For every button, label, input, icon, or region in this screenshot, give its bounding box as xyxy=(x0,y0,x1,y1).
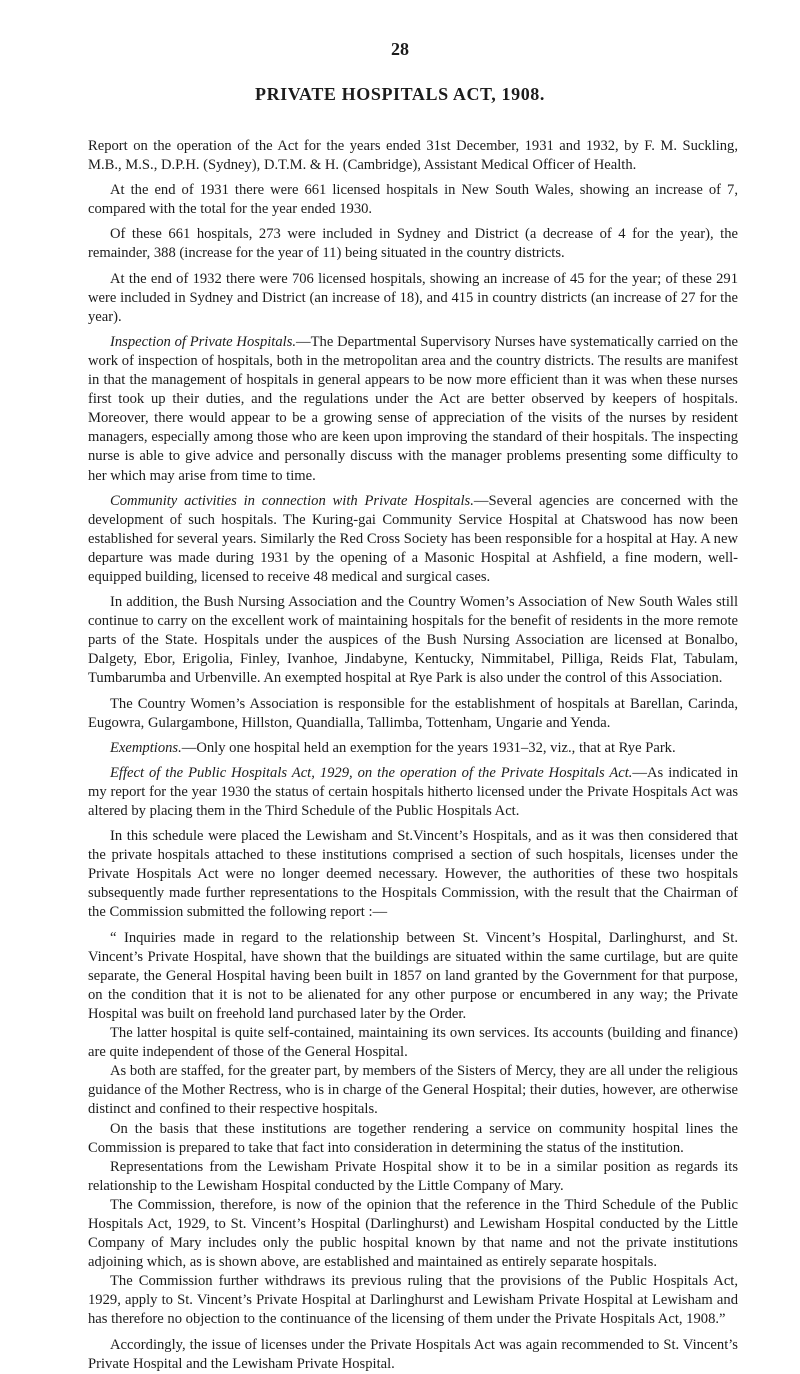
paragraph-p2 xyxy=(88,181,738,219)
paragraph-text: Of these 661 hospitals, 273 were included in Sydney and District (a decrease of 4 for the year), the remainder, 388 (increase for the year of 11) being situated in the country districts. xyxy=(88,226,738,262)
paragraph-p6 xyxy=(88,492,738,587)
paragraph-text: At the end of 1931 there were 661 licensed hospitals in New South Wales, showing an increase of 7, compared with the total for the year ended 1930. xyxy=(88,182,738,218)
paragraph-text: The Country Women’s Association is responsible for the establishment of hospitals at Barellan, Carinda, Eugowra, Gulargambone, Hillston, Quandialla, Tallimba, Tottenham, Ungarie and Yenda. xyxy=(88,695,738,731)
paragraph-p5 xyxy=(88,333,738,486)
paragraph-p19 xyxy=(88,1336,738,1374)
paragraph-text: Report on the operation of the Act for the years ended 31st December, 1931 and 1932, by F. M. Suckling, M.B., M.S., D.P.H. (Sydney), D.T.M. & H. (Cambridge), Assistant Medical Officer of Health. xyxy=(88,138,738,174)
paragraph-p9 xyxy=(88,739,738,758)
paragraph-p4 xyxy=(88,270,738,327)
paragraph-p7 xyxy=(88,593,738,688)
page-title: PRIVATE HOSPITALS ACT, 1908. xyxy=(254,84,546,104)
paragraph-text: Accordingly, the issue of licenses under the Private Hospitals Act was again recommended to St. Vincent’s Private Hospital and the Lewisham Private Hospital. xyxy=(88,1336,738,1372)
paragraph-p13 xyxy=(88,1024,738,1062)
paragraph-text: In addition, the Bush Nursing Association and the Country Women’s Association of New South Wales still continue to carry on the excellent work of maintaining hospitals for the benefit of residents in the more remote parts of the State. Hospitals under the auspices of the Bush Nursing Association are licensed at Bonalbo, Dalgety, Ebor, Erigolia, Finley, Ivanhoe, Jindabyne, Kentucky, Nimmitabel, Pilliga, Reids Flat, Tabulam, Tumbarumba and Urbenville. An exempted hospital at Rye Park is also under the control of this Association. xyxy=(88,594,738,687)
paragraph-p12 xyxy=(88,929,738,1024)
paragraph-text: “ Inquiries made in regard to the relationship between St. Vincent’s Hospital, Darlinghurst, and St. Vincent’s Private Hospital, have shown that the buildings are situated within the same curtilage, but are quite separate, the General Hospital having been built in 1857 on land granted by the Government for that purpose, on the condition that it is not to be alienated for any other purpose or encumbered in any way; the Private Hospital was built on freehold land purchased later by the Order. xyxy=(88,929,738,1022)
paragraph-text: —Several agencies are concerned with the development of such hospitals. The Kuring-gai Community Service Hospital at Chatswood has now been established for several years. Similarly the Red Cross Society has been responsible for a hospital at Hay. A new departure was made during 1931 by the opening of a Masonic Hospital at Ashfield, a fine modern, well-equipped building, licensed to receive 48 medical and surgical cases. xyxy=(88,492,738,585)
paragraph-text: Representations from the Lewisham Private Hospital show it to be in a similar position as regards its relationship to the Lewisham Hospital conducted by the Little Company of Mary. xyxy=(88,1158,738,1194)
paragraph-p11 xyxy=(88,827,738,922)
paragraph-text: —Only one hospital held an exemption for the years 1931–32, viz., that at Rye Park. xyxy=(181,739,676,756)
paragraph-p16 xyxy=(88,1158,738,1196)
paragraph-text: At the end of 1932 there were 706 licensed hospitals, showing an increase of 45 for the year; of these 291 were included in Sydney and District (an increase of 18), and 415 in country districts (an increase of 27 for the year). xyxy=(88,270,738,325)
paragraph-p1 xyxy=(88,137,738,175)
paragraph-p3 xyxy=(88,225,738,263)
paragraph-text: The latter hospital is quite self-contained, maintaining its own services. Its accounts (building and finance) are quite independent of those of the General Hospital. xyxy=(88,1025,738,1061)
paragraph-text: On the basis that these institutions are together rendering a service on community hospital lines the Commission is prepared to take that fact into consideration in determining the status of the institution. xyxy=(88,1120,738,1156)
paragraph-text: The Commission further withdraws its previous ruling that the provisions of the Public Hospitals Act, 1929, apply to St. Vincent’s Private Hospital at Darlinghurst and Lewisham Private Hospital at Lewisham and has therefore no objection to the continuance of the licensing of them under the Private Hospitals Act, 1908.” xyxy=(88,1273,738,1328)
section-heading: Inspection of Private Hospitals. xyxy=(110,333,297,350)
paragraph-p17 xyxy=(88,1196,738,1272)
paragraph-p18 xyxy=(88,1272,738,1329)
paragraph-text: The Commission, therefore, is now of the opinion that the reference in the Third Schedule of the Public Hospitals Act, 1929, to St. Vincent’s Hospital (Darlinghurst) and Lewisham Hospital conducted by the Little Company of Mary includes only the public hospital known by that name and not the private institutions adjoining which, as is shown above, are established and maintained as entirely separate hospitals. xyxy=(88,1196,738,1271)
page-number: 28 xyxy=(391,39,409,59)
section-heading: Exemptions. xyxy=(110,739,182,756)
paragraph-text: As both are staffed, for the greater part, by members of the Sisters of Mercy, they are all under the religious guidance of the Mother Rectress, who is in charge of the General Hospital; their duties, however, are otherwise distinct and confined to their respective hospitals. xyxy=(88,1063,738,1118)
section-heading: Effect of the Public Hospitals Act, 1929, on the operation of the Private Hospitals Act. xyxy=(110,764,633,781)
paragraph-text: —As indicated in my report for the year 1930 the status of certain hospitals hitherto licensed under the Private Hospitals Act was altered by placing them in the Third Schedule of the Public Hospitals Act. xyxy=(88,764,738,819)
paragraph-text: —The Departmental Supervisory Nurses have systematically carried on the work of inspection of hospitals, both in the metropolitan area and the country districts. The results are manifest in that the management of hospitals in general appears to be now more efficient than it was when these nurses first took up their duties, and the regulations under the Act are better observed by keepers of hospitals. Moreover, there would appear to be a growing sense of appreciation of the visits of the nurses by resident managers, especially among those who are keen upon improving the standard of their hospitals. The inspecting nurse is able to give advice and personally discuss with the manager problems presenting some difficulty to her which may arise from time to time. xyxy=(88,333,738,484)
section-heading: Community activities in connection with Private Hospitals. xyxy=(110,492,474,509)
paragraph-p8 xyxy=(88,695,738,733)
document-body xyxy=(88,137,738,1374)
paragraph-text: In this schedule were placed the Lewisham and St.Vincent’s Hospitals, and as it was then considered that the private hospitals attached to these institutions comprised a section of such hospitals, licenses under the Private Hospitals Act were no longer deemed necessary. However, the authorities of these two hospitals subsequently made further representations to the Hospitals Commission, with the result that the Chairman of the Commission submitted the following report :— xyxy=(88,828,738,921)
paragraph-p10 xyxy=(88,764,738,821)
paragraph-p15 xyxy=(88,1120,738,1158)
paragraph-p14 xyxy=(88,1062,738,1119)
